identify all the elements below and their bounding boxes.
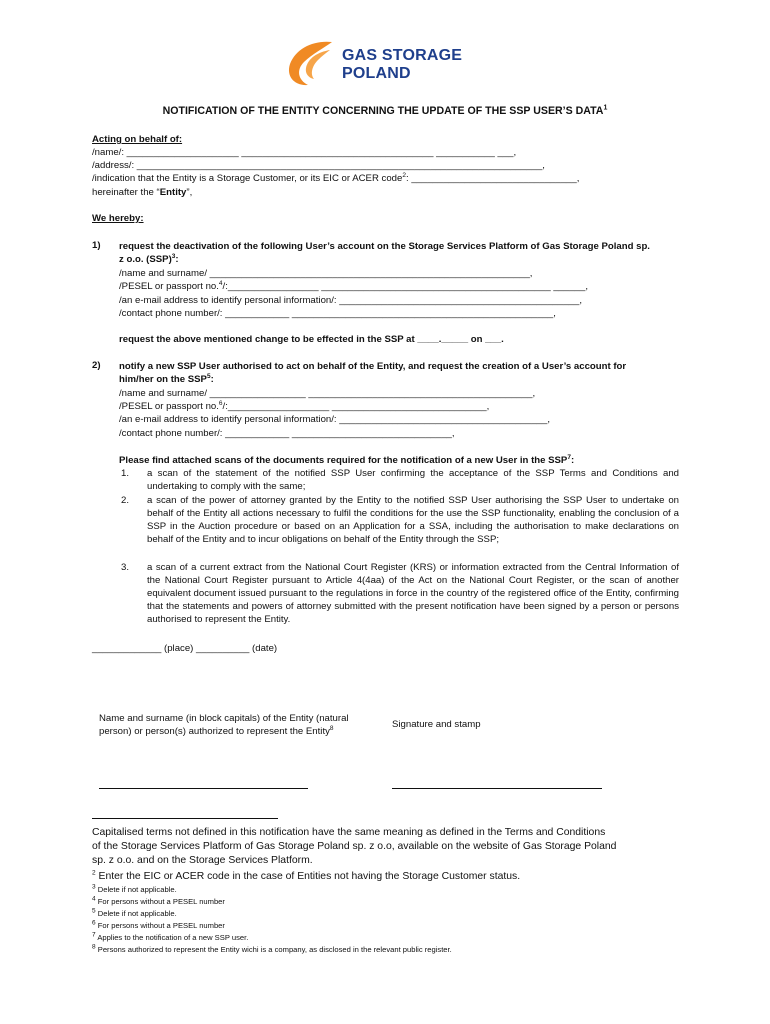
footnote-text: Applies to the notification of a new SSP user. <box>97 933 249 942</box>
footnote-small <box>92 944 452 955</box>
footnote-number: 8 <box>92 943 96 951</box>
we-hereby-heading: We hereby: <box>92 213 144 224</box>
indication-footnote-ref: 2 <box>402 171 406 179</box>
logo-line1: GAS STORAGE <box>342 47 463 64</box>
footnote-number: 7 <box>92 931 96 939</box>
company-logo <box>284 38 494 88</box>
gas-storage-flame-icon <box>284 38 340 88</box>
footnote-1-line1: Capitalised terms not defined in this notification have the same meaning as defined in the Terms and Conditions <box>92 827 606 838</box>
footnote-2 <box>92 870 520 884</box>
footnote-text: Persons authorized to represent the Entity wichi is a company, as disclosed in the relevant public register. <box>97 945 452 954</box>
item2-footnote-ref: 5 <box>206 372 211 380</box>
signatory-name-line[interactable] <box>99 788 308 789</box>
item2-email-field[interactable]: /an e-mail address to identify personal information/: _______________________________________, <box>119 414 550 425</box>
item1-line2-text: z o.o. (SSP) <box>119 254 172 265</box>
footnote-number: 5 <box>92 907 96 915</box>
item1-line2-colon: : <box>175 254 179 265</box>
item2-line2-text: him/her on the SSP <box>119 374 207 385</box>
attached-item-number: 1. <box>121 468 130 479</box>
footnote-number: 4 <box>92 895 96 903</box>
footnote-text: Delete if not applicable. <box>97 885 177 894</box>
attached-heading-text: Please find attached scans of the documents required for the notification of a new User in the SSP <box>119 455 568 466</box>
acting-indication-field[interactable] <box>92 172 579 185</box>
document-title <box>0 105 770 117</box>
acting-heading: Acting on behalf of: <box>92 134 183 145</box>
item1-phone-field[interactable]: /contact phone number/: ____________ _________________________________________________, <box>119 308 556 319</box>
footnote-text: For persons without a PESEL number <box>97 921 225 930</box>
item1-pesel-ref: 4 <box>218 279 223 287</box>
footnote-separator <box>92 818 278 819</box>
signature-line[interactable] <box>392 788 602 789</box>
item2-pesel-field[interactable] <box>119 400 489 413</box>
footnote-number: 3 <box>92 883 96 891</box>
item2-line1: notify a new SSP User authorised to act on behalf of the Entity, and request the creation of a User’s account for <box>119 361 627 372</box>
acting-name-field[interactable]: /name/: _____________________ ____________________________________ ___________ ___, <box>92 147 517 158</box>
signature-stamp-label: Signature and stamp <box>392 719 481 730</box>
hereinafter-post: ”, <box>186 187 193 198</box>
item1-email-field[interactable]: /an e-mail address to identify personal information/: _____________________________________________, <box>119 295 583 306</box>
item1-change-request[interactable]: request the above mentioned change to be effected in the SSP at ____._____ on ___. <box>119 334 504 345</box>
signatory-name-label: Name and surname (in block capitals) of the Entity (natural <box>99 713 349 724</box>
footnote-1-line2: of the Storage Services Platform of Gas Storage Poland sp. z o.o, available on the website of Gas Storage Poland <box>92 841 617 852</box>
attached-item-number: 3. <box>121 562 130 573</box>
item2-number: 2) <box>92 360 101 371</box>
item2-pesel-ref: 6 <box>218 399 223 407</box>
footnote-small <box>92 932 248 943</box>
attached-footnote-ref: 7 <box>567 453 571 461</box>
item2-line2 <box>119 373 214 386</box>
item1-number: 1) <box>92 240 101 251</box>
item1-line2 <box>119 253 179 266</box>
attached-item-text: a scan of the power of attorney granted by the Entity to the notified SSP User authorising the SSP User to undertake on behalf of the Entity all actions necessary to fulfil the conditions for the use the SSP functionality, enabling the conclusion of a SSP in the Auction procedure or based on an Application for a SSA, including the authorisation to make declarations on behalf of the Entity and to incur obligations on behalf of the Entity through the SSP; <box>147 495 679 545</box>
item2-name-field[interactable]: /name and surname/ __________________ __________________________________________, <box>119 388 536 399</box>
footnote-small <box>92 884 177 895</box>
item2-line2-colon: : <box>210 374 214 385</box>
item2-pesel-blank: /:___________________ _____________________________, <box>222 401 490 412</box>
title-text: NOTIFICATION OF THE ENTITY CONCERNING THE UPDATE OF THE SSP USER’S DATA <box>162 105 604 117</box>
acting-address-field[interactable]: /address/: ____________________________________________________________________________, <box>92 160 545 171</box>
signatory-text: person) or person(s) authorized to represent the Entity <box>99 726 330 737</box>
indication-blank: : _______________________________, <box>405 173 580 184</box>
title-footnote-ref: 1 <box>603 104 608 112</box>
attached-item-text: a scan of the statement of the notified SSP User confirming the acceptance of the SSP Terms and Conditions and undertaking to comply with the same; <box>147 468 679 492</box>
item1-pesel-field[interactable] <box>119 280 588 293</box>
footnote-number: 6 <box>92 919 96 927</box>
footnote-2-text: Enter the EIC or ACER code in the case of Entities not having the Storage Customer status. <box>98 871 521 882</box>
indication-label: /indication that the Entity is a Storage Customer, or its EIC or ACER code <box>92 173 403 184</box>
item1-name-field[interactable]: /name and surname/ ____________________________________________________________, <box>119 268 533 279</box>
footnote-small <box>92 908 177 919</box>
item1-footnote-ref: 3 <box>171 252 176 260</box>
footnote-small <box>92 920 225 931</box>
attached-heading <box>119 454 574 467</box>
attached-heading-colon: : <box>570 455 575 466</box>
item2-phone-field[interactable]: /contact phone number/: ____________ ______________________________, <box>119 428 455 439</box>
item1-pesel-label: /PESEL or passport no. <box>119 281 219 292</box>
logo-line2: POLAND <box>342 65 411 82</box>
signatory-footnote-ref: 8 <box>329 724 334 732</box>
item1-pesel-blank: /:_________________ ___________________________________________ ______, <box>222 281 589 292</box>
signatory-name-label-2 <box>99 725 334 738</box>
hereinafter-text <box>92 186 192 199</box>
item2-pesel-label: /PESEL or passport no. <box>119 401 219 412</box>
footnote-2-number: 2 <box>92 869 96 877</box>
attached-item-text: a scan of a current extract from the National Court Register (KRS) or information extracted from the Central Information of the National Court Register pursuant to Article 4(4aa) of the Act on the National Court Register, or the scan of another equivalent document issued pursuant to the regulations in force in the country of the registered office of the Entity, confirming that the statements and powers of attorney submitted with the present notification have been signed by a person or persons authorised to represent the Entity. <box>147 562 679 625</box>
footnote-1-line3: sp. z o.o. and on the Storage Services Platform. <box>92 855 313 866</box>
footnote-text: Delete if not applicable. <box>97 909 177 918</box>
footnote-text: For persons without a PESEL number <box>97 897 225 906</box>
attached-item-number: 2. <box>121 495 130 506</box>
hereinafter-entity: Entity <box>159 187 187 198</box>
item1-line1: request the deactivation of the following User’s account on the Storage Services Platform of Gas Storage Poland sp. <box>119 241 650 252</box>
footnote-small <box>92 896 225 907</box>
place-date-field[interactable]: _____________ (place) __________ (date) <box>92 643 278 654</box>
hereinafter-pre: hereinafter the “ <box>92 187 160 198</box>
